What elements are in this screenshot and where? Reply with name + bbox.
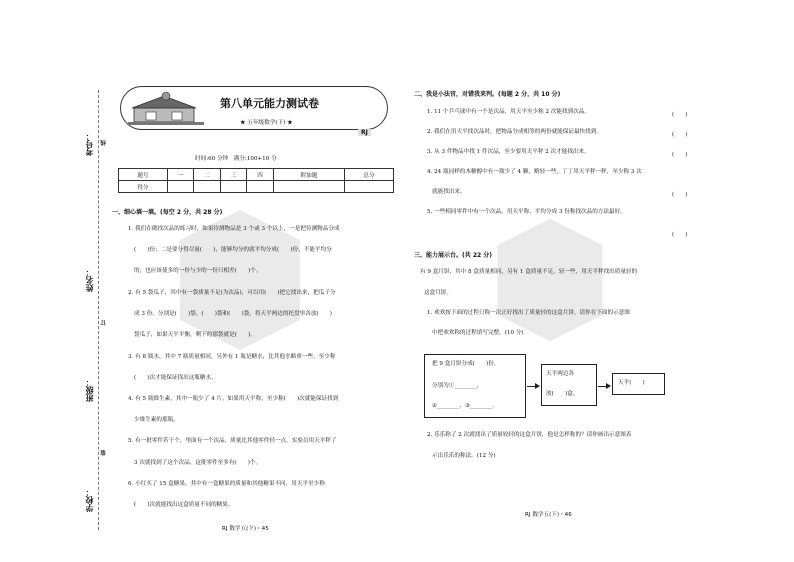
judge-blank[interactable]: ( ) <box>672 232 688 238</box>
score-header-cell: 一 <box>167 169 193 181</box>
score-header-cell: 四 <box>247 169 273 181</box>
margin-name: 姓名： <box>85 268 94 292</box>
score-header-cell: 附加题 <box>273 169 344 181</box>
s1-line: 1. 我们在做找次品的练习时，如果待测物品是 3 个或 3 个以上，一是把待测物品分成 <box>128 226 340 232</box>
margin-exam-no: 考号： <box>85 132 94 156</box>
diagram-split-line1[interactable]: 把 9 盒月饼分成( )份， <box>432 361 500 367</box>
s2-item: 4. 24 瓶同样的木糖醇中有一瓶少了 4 颗，略轻一些，丁丁用天平秤一秤，至少称 3 次 <box>427 169 642 175</box>
score-header-cell: 总分 <box>345 169 394 181</box>
s1-line: ( )次就能找出这盒质量不同的糖果。 <box>134 502 234 508</box>
diagram-split-line2[interactable]: 分别为①________， <box>432 383 483 389</box>
s3-intro: 这盒月饼。 <box>424 290 452 296</box>
section3-heading: 三、能力展示台。(共 22 分) <box>414 252 493 259</box>
judge-blank[interactable]: ( ) <box>672 132 688 138</box>
s1-line: 4. 有 5 瓶维生素，其中一瓶少了 4 片，如果用天平称，至少称( )次就能保证找到 <box>128 396 339 402</box>
score-cell[interactable] <box>194 181 220 193</box>
s1-line: 3 次就找到了这个次品，这批零件至多有( )个。 <box>134 460 262 466</box>
diagram-weigh-line1: 天平两边各 <box>546 371 574 377</box>
diagram-result-text[interactable]: 天平( ) <box>618 380 645 386</box>
footer-left: RJ 数学五(下)・45 <box>222 526 269 532</box>
s3-q2: 示出乐乐的称法。(12 分) <box>432 453 496 459</box>
binding-line <box>98 90 99 530</box>
s2-item: 5. 一些相同零件中有一个次品，用天平称，平均分成 3 份称找次品的方法最好。 <box>427 209 626 215</box>
score-table-header-row <box>119 169 394 181</box>
score-table <box>118 168 394 193</box>
diagram-split-line3[interactable]: ②________，③________。 <box>432 403 498 409</box>
diagram-weigh-line2[interactable]: 放( )盒。 <box>546 391 579 397</box>
s2-item: 2. 我们在用天平找次品时，把物品分成相等的两份就能保证最快找到。 <box>427 129 602 135</box>
score-cell[interactable] <box>273 181 344 193</box>
score-header-cell: 三 <box>220 169 246 181</box>
score-row-label: 得分 <box>119 181 168 193</box>
edition-badge: RJ <box>358 129 371 136</box>
footer-right: RJ 数学五(下)・46 <box>525 512 572 518</box>
score-header-cell: 二 <box>194 169 220 181</box>
margin-class: 班级： <box>85 378 94 402</box>
s1-line: 3. 有 8 瓶水，其中 7 瓶质量相同，另外有 1 瓶是糖水，比其他水略重一些，至少称 <box>128 354 336 360</box>
decoration-illustration <box>128 90 208 132</box>
score-cell[interactable] <box>247 181 273 193</box>
score-header-cell: 题号 <box>119 169 168 181</box>
s1-line: 成 3 份，分别是( )袋、( )袋和( )袋，将天平两边的托盘里各放( ) <box>134 311 332 317</box>
s1-line: 2. 有 5 袋瓜子，其中有一袋质量不足(为次品)，可以用( )把它找出来，把瓜子分 <box>128 290 336 296</box>
score-table-score-row <box>119 181 394 193</box>
s1-line: 少维生素的那瓶。 <box>134 417 179 423</box>
s1-line: ( )份；二是要分得尽量( )，能够均分的就平均分成( )份，不能平均分 <box>134 247 332 253</box>
diagram-arrowhead-1 <box>535 383 540 389</box>
s3-q1: 中把欢欢称的过程填写完整。(10 分) <box>432 330 524 336</box>
s2-item: 1. 11 个乒乓球中有一个是次品，用天平至少称 2 次能找到次品。 <box>427 109 590 115</box>
s1-line: 袋瓜子，如果天平平衡，剩下的那袋就是( )。 <box>134 332 256 338</box>
s3-q2: 2. 乐乐称了 2 次就找出了质量较轻的这盒月饼，他是怎样称的？请你画出示意图表 <box>427 432 632 438</box>
exam-info: 时间:60 分钟 满分:100+10 分 <box>195 156 277 162</box>
score-cell[interactable] <box>345 181 394 193</box>
score-cell[interactable] <box>167 181 193 193</box>
s3-intro: 有 9 盒月饼，其中 8 盒质量相同，另有 1 盒质量不足，轻一些，用天平秤找出质量轻的 <box>420 269 638 275</box>
judge-blank[interactable]: ( ) <box>672 152 688 158</box>
diagram-arrowhead-2 <box>606 383 611 389</box>
s2-item: 就能找出来。 <box>432 189 466 195</box>
judge-blank[interactable]: ( ) <box>672 112 688 118</box>
section1-heading: 一、细心填一填。(每空 2 分，共 28 分) <box>112 209 223 216</box>
s1-line: 的，也应该使多的一份与少的一份只相差( )个。 <box>134 268 262 274</box>
page-title: 第八单元能力测试卷 <box>220 97 319 110</box>
section2-heading: 二、我是小法官，对错我来判。(每题 2 分，共 10 分) <box>414 91 561 98</box>
margin-school: 学校： <box>85 488 94 512</box>
margin-xian: 线 <box>101 140 107 146</box>
margin-zhuang: 装 <box>101 450 107 456</box>
s1-line: ( )次才能保证找出这瓶糖水。 <box>134 375 217 381</box>
page-subtitle: ★ 五年级数学(下) ★ <box>240 120 293 126</box>
s1-line: 5. 有一批零件若干个，里面有一个次品，质量比其他零件轻一点。实验员用天平秤了 <box>128 438 337 444</box>
judge-blank[interactable]: ( ) <box>672 192 688 198</box>
score-cell[interactable] <box>220 181 246 193</box>
margin-ding: 订 <box>101 320 107 326</box>
s3-q1: 1. 欢欢按下面的过程只称一次正好找出了质量轻的这盒月饼，请你在下面的示意图 <box>427 310 630 316</box>
s2-item: 3. 从 3 件物品中找 1 件次品，至少要用天平秤 2 次才能找出来。 <box>427 149 590 155</box>
s1-line: 6. 小红买了 15 盒糖果，其中有一盒糖果的质量和其他糖果不同，用天平至少称 <box>128 481 325 487</box>
